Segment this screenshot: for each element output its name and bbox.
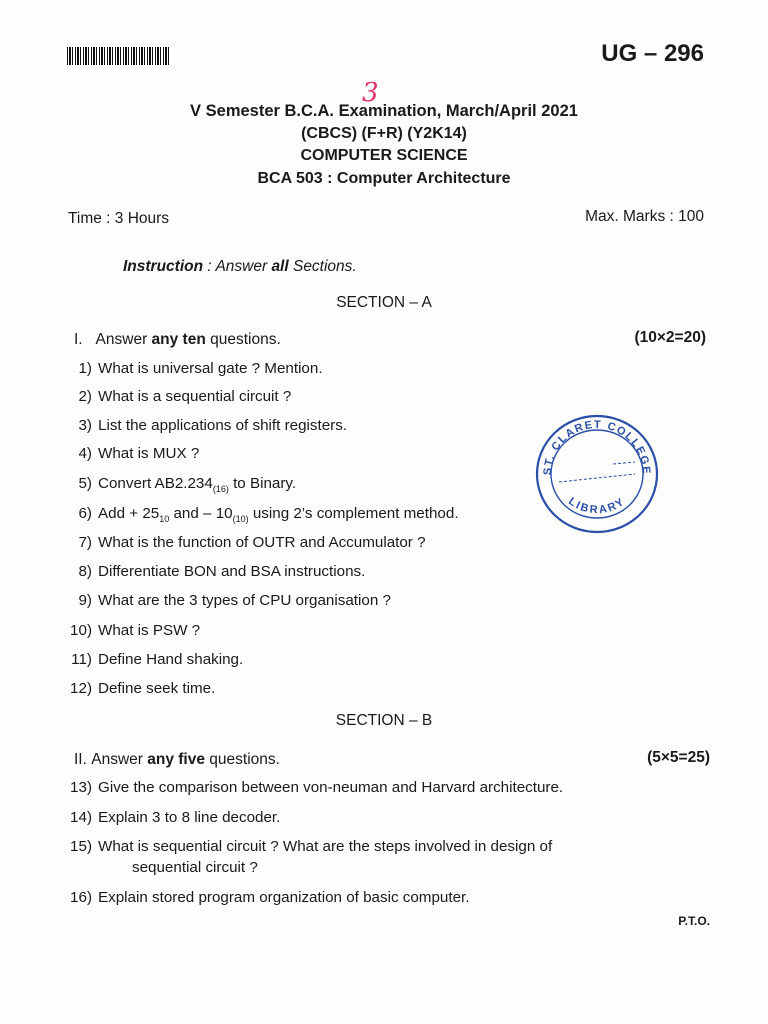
question-number: 12): [70, 680, 92, 697]
exam-duration: Time : 3 Hours: [68, 210, 170, 227]
question-text: What is PSW ?: [98, 622, 201, 639]
section-b-title: SECTION – B: [335, 712, 433, 729]
section-a-head-pre: Answer: [95, 331, 152, 348]
question-text: to Binary.: [228, 475, 297, 492]
question-text: What is a sequential circuit ?: [98, 388, 292, 405]
question: [64, 563, 365, 580]
course-title: BCA 503 : Computer Architecture: [257, 170, 511, 187]
section-b-head-bold: any five: [147, 751, 205, 768]
page-turn-over: P.T.O.: [678, 914, 710, 928]
question-text: What are the 3 types of CPU organisation ?: [98, 592, 391, 609]
question: [64, 889, 469, 906]
handwritten-mark: 3: [362, 78, 379, 108]
question-number: 4): [78, 445, 92, 462]
stamp-date-line: [613, 462, 635, 464]
question-text: Define Hand shaking.: [98, 651, 244, 668]
question-text: Add + 25: [98, 505, 160, 522]
section-a-heading: [74, 331, 281, 349]
question-text: Give the comparison between von-neuman and Harvard architecture.: [98, 779, 564, 796]
question-text: What is sequential circuit ? What are the steps involved in design of: [98, 838, 553, 855]
question-number: 14): [70, 809, 92, 826]
question: [64, 445, 199, 462]
question-number: 15): [70, 838, 92, 855]
question-number: 10): [70, 622, 92, 639]
question-number: 13): [70, 779, 92, 796]
section-a-marks: (10×2=20): [634, 329, 706, 346]
question-number: 16): [70, 889, 92, 906]
instruction-label: Instruction: [123, 258, 204, 275]
question-text: Differentiate BON and BSA instructions.: [98, 563, 366, 580]
instruction-text-bold: all: [271, 258, 289, 275]
question-text: What is universal gate ? Mention.: [98, 360, 323, 377]
section-a-head-post: questions.: [205, 331, 281, 348]
question-text: Explain 3 to 8 line decoder.: [98, 809, 281, 826]
question-text: What is the function of OUTR and Accumulator ?: [98, 534, 426, 551]
question-number: 3): [78, 417, 92, 434]
exam-scheme: (CBCS) (F+R) (Y2K14): [301, 125, 467, 142]
question: [64, 388, 291, 405]
stamp-text-top: ST. CLARET COLLEGE: [541, 418, 653, 476]
section-a-roman: I.: [74, 331, 83, 348]
question-text: What is MUX ?: [98, 445, 200, 462]
question-number: 11): [71, 651, 92, 668]
instruction-text-pre: : Answer: [203, 258, 272, 275]
question: [64, 651, 243, 668]
subject: COMPUTER SCIENCE: [300, 147, 468, 164]
question-text: using 2’s complement method.: [248, 505, 459, 522]
section-a-head-bold: any ten: [151, 331, 206, 348]
question-number: 9): [78, 592, 92, 609]
section-b-heading: [74, 751, 280, 769]
question: [64, 779, 563, 796]
section-a-title: SECTION – A: [336, 294, 432, 311]
max-marks: Max. Marks : 100: [585, 208, 704, 225]
question: [64, 838, 552, 855]
question-text: List the applications of shift registers.: [98, 417, 348, 434]
stamp-text-bottom: LIBRARY: [566, 495, 628, 517]
question: [64, 417, 347, 434]
instruction-text-post: Sections.: [288, 258, 357, 275]
question: [64, 622, 200, 639]
exam-title: V Semester B.C.A. Examination, March/April 2021: [190, 102, 578, 120]
question: [64, 475, 296, 494]
question-number: 1): [78, 360, 92, 377]
question-number: 5): [78, 475, 92, 492]
section-b-head-post: questions.: [204, 751, 280, 768]
section-b-marks: (5×5=25): [647, 749, 710, 766]
question: [64, 360, 323, 377]
question: [64, 505, 459, 524]
section-b-roman: II.: [74, 751, 87, 768]
library-stamp: [533, 410, 661, 538]
question-text: Convert AB2.234: [98, 475, 213, 492]
question-text: Define seek time.: [98, 680, 216, 697]
base-subscript: (10): [232, 514, 249, 525]
question-number: 7): [78, 534, 92, 551]
stamp-date-line: [559, 474, 635, 482]
question-number: 6): [78, 505, 92, 522]
section-b-head-pre: Answer: [91, 751, 148, 768]
base-subscript: (16): [212, 484, 229, 495]
base-subscript: 10: [159, 514, 170, 525]
question: [64, 809, 280, 826]
question-number: 8): [78, 563, 92, 580]
question: [64, 592, 391, 609]
question-continuation: sequential circuit ?: [132, 859, 258, 876]
barcode: [67, 47, 171, 65]
question: [64, 680, 215, 697]
question-text: Explain stored program organization of basic computer.: [98, 889, 470, 906]
instruction: [123, 258, 357, 276]
question: [64, 534, 426, 551]
question-text: and – 10: [169, 505, 233, 522]
question-number: 2): [78, 388, 92, 405]
paper-code: UG – 296: [601, 40, 704, 67]
